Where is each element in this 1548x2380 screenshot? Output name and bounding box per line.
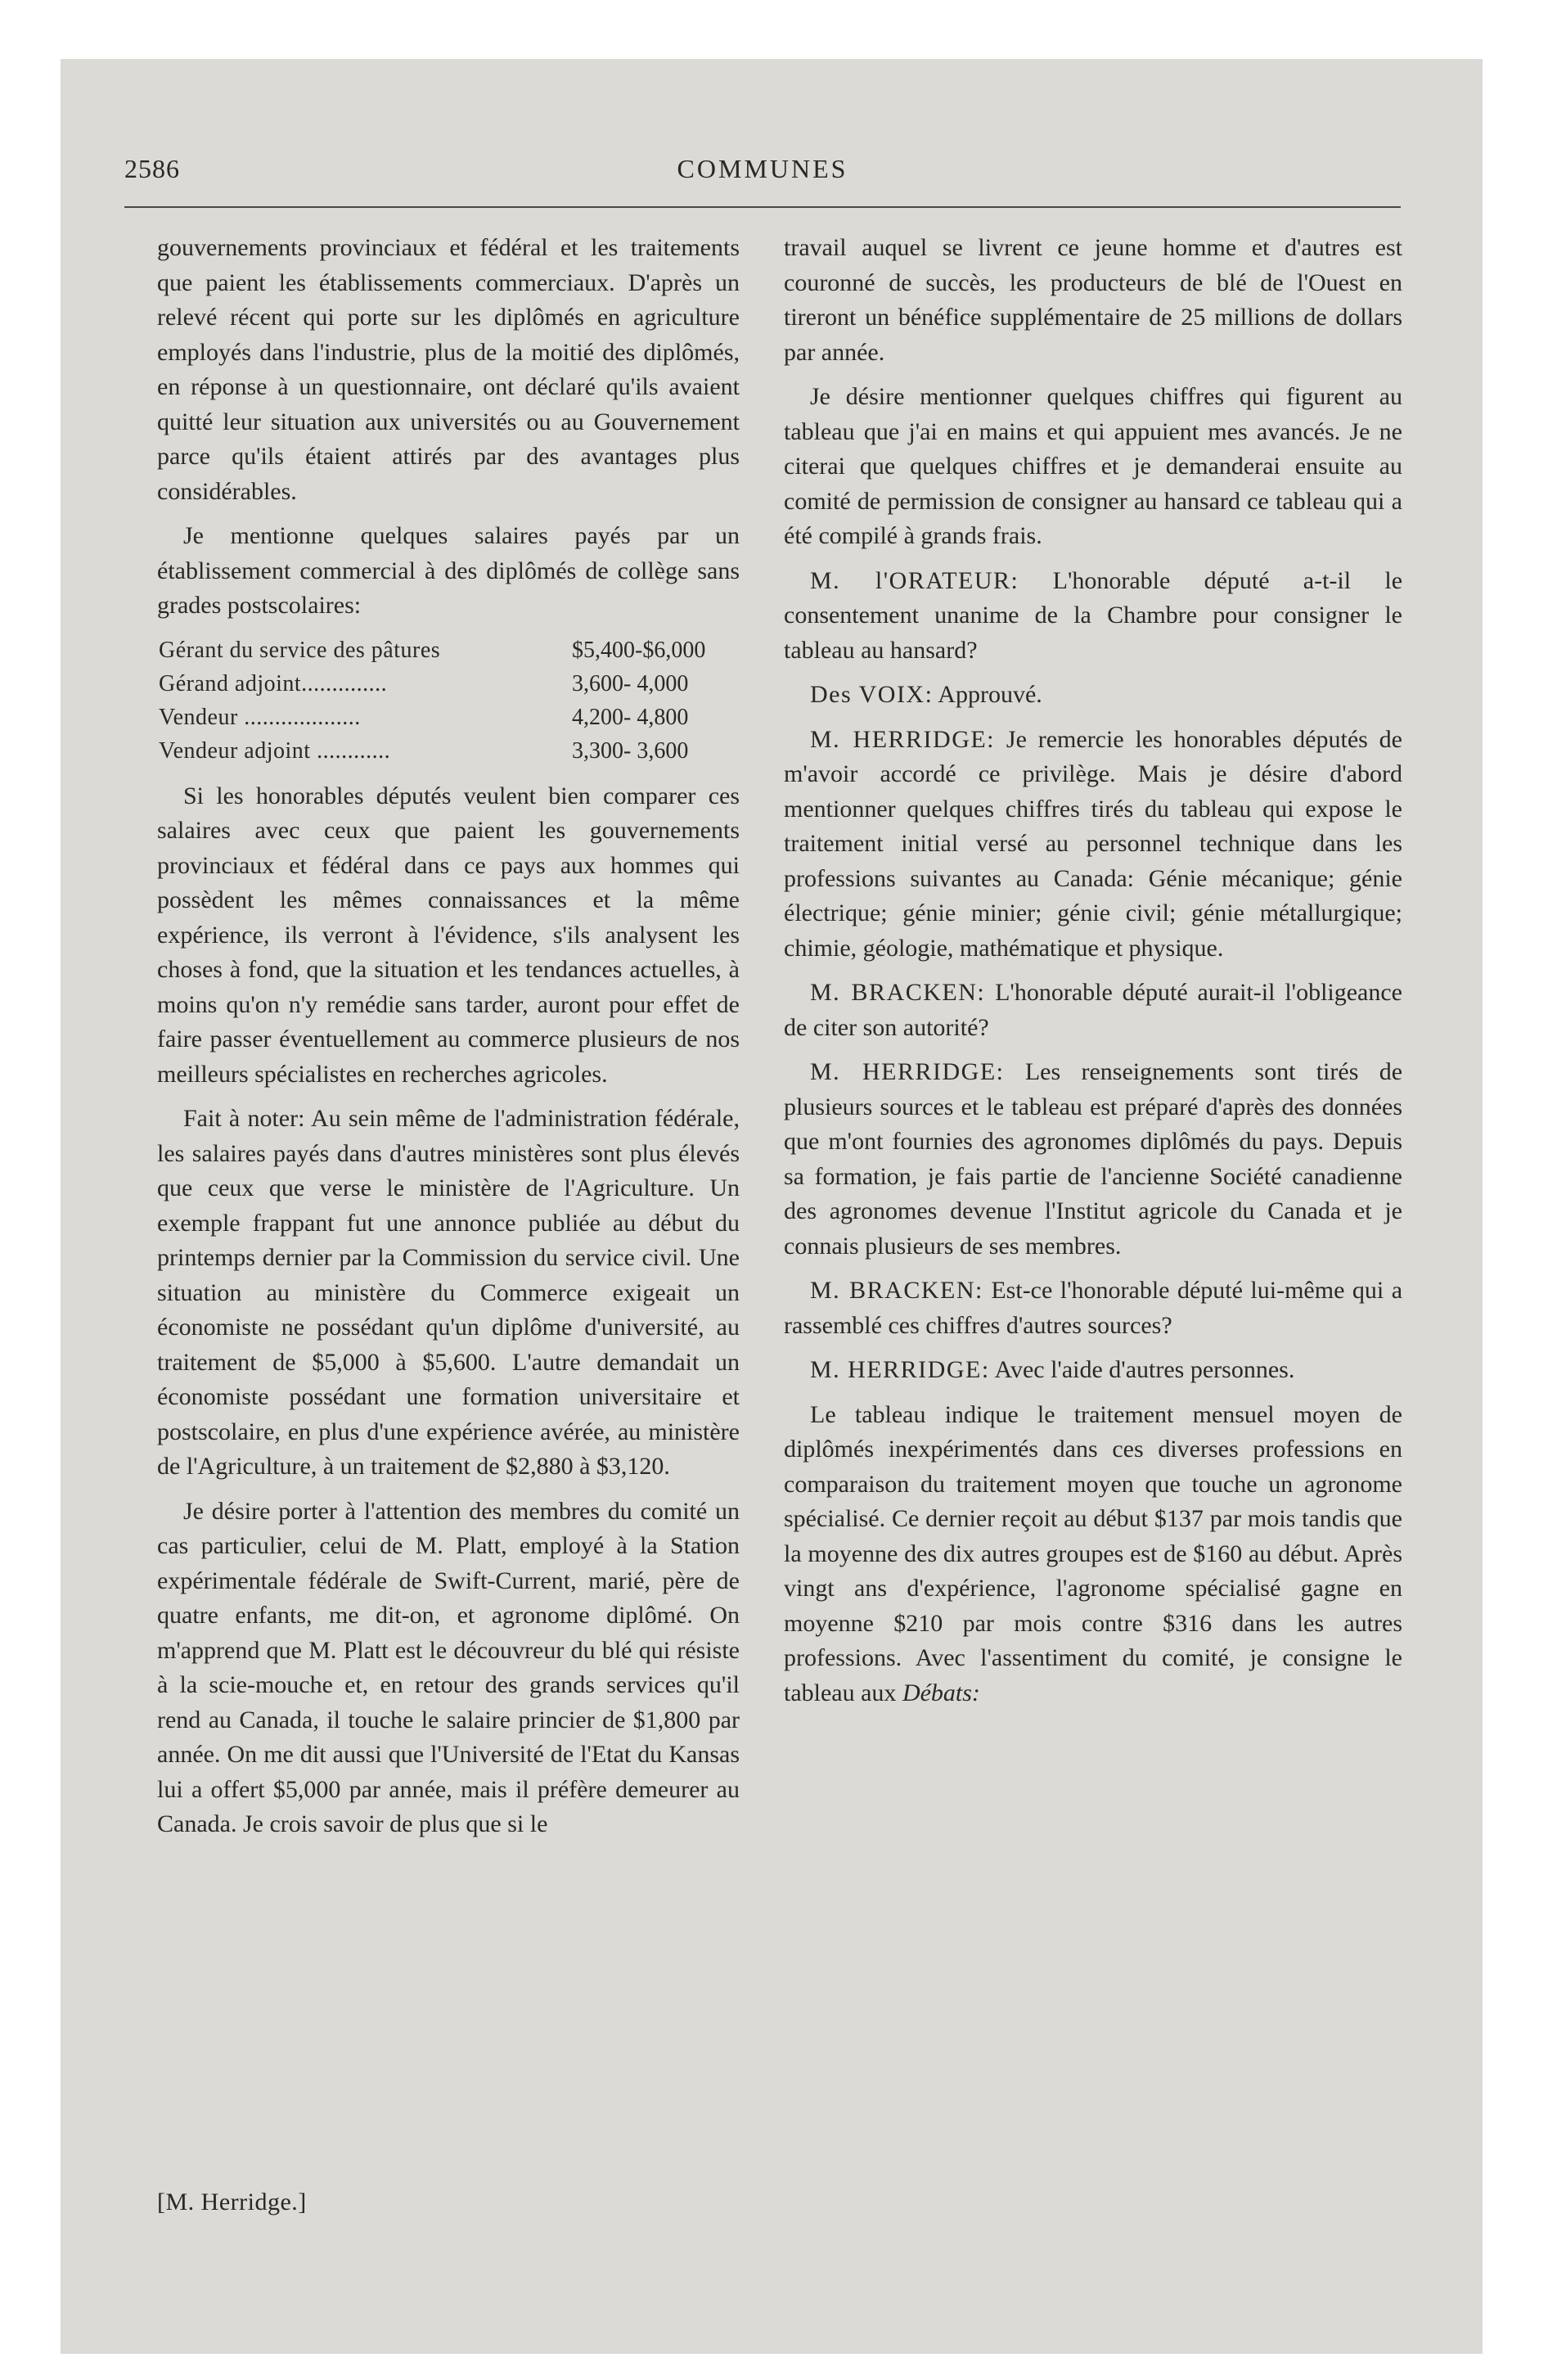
salary-table [157,633,740,768]
speech-text: Est-ce l'honorable député lui-même qui a rassemblé ces chiffres d'autres sources? [784,1277,1403,1339]
speech [784,1055,1402,1264]
running-head [124,152,1401,193]
salary-title: Gérand adjoint.............. [159,670,388,696]
left-column [157,231,740,1852]
speech [784,723,1402,967]
speaker-name: M. HERRIDGE: [810,1356,990,1383]
paragraph: Je désire mentionner quelques chiffres qui figurent au tableau que j'ai en mains et qui appuient mes avancés. Je ne citerai que quelques chiffres et je demanderai ensuite au comité de permission de consigner au hansard ce tableau qui a été compilé à grands frais. [784,383,1402,549]
paragraph: Je mentionne quelques salaires payés par un établissement commercial à des diplômés de collège sans grades postscolaires: [157,522,740,619]
speaker-name: Des VOIX: [810,681,934,708]
speaker-name: M. HERRIDGE: [810,725,996,753]
speech [784,1273,1402,1343]
italic-word: Débats: [902,1679,980,1706]
speaker-name: M. BRACKEN: [810,1277,983,1304]
paragraph [784,1398,1402,1711]
speech-text: L'honorable député aurait-il l'obligeance de citer son autorité? [784,979,1403,1041]
salary-row [157,667,740,701]
paragraph: Je désire porter à l'attention des membres du comité un cas particulier, celui de M. Platt, employé à la Station expérimentale fédérale de Swift-Current, marié, père de quatre enfants, me dit-on, et agronome diplômé. On m'apprend que M. Platt est le découvreur du blé qui résiste à la scie-mouche et, en retour des grands services qu'il rend au Canada, il touche le salaire princier de $1,800 par année. On me dit aussi que l'Université de l'Etat du Kansas lui a offert $5,000 par année, mais il préfère demeurer au Canada. Je crois savoir de plus que si le [157,1497,740,1837]
speech-text: Les renseignements sont tirés de plusieurs sources et le tableau est préparé d'après des données que m'ont fournies des agronomes diplômés du pays. Depuis sa formation, je fais partie de l'ancienne Société canadienne des agronomes devenue l'Institut agricole du Canada et je connais plusieurs de ses membres. [784,1058,1403,1260]
right-column [784,231,1402,1720]
salary-row [157,633,740,667]
speech [784,678,1402,713]
salary-row [157,734,740,768]
running-title: COMMUNES [677,154,848,183]
paragraph-text: Le tableau indique le traitement mensuel moyen de diplômés inexpérimentés dans ces diverses professions en comparaison du traitement moyen que touche un agronome spécialisé. Ce dernier reçoit au début $137 par mois tandis que la moyenne des dix autres groupes est de $160 au début. Après vingt ans d'expérience, l'agronome spécialisé gagne en moyenne $210 par mois contre $316 dans les autres professions. Avec l'assentiment du comité, je consigne le tableau aux [784,1400,1402,1706]
speech-text: Je remercie les honorables députés de m'avoir accordé ce privilège. Mais je désire d'abord mentionner quelques chiffres tirés du tableau qui expose le traitement initial versé au personnel technique dans les professions suivantes au Canada: Génie mécanique; génie électrique; génie minier; génie civil; génie métallurgique; chimie, géologie, mathématique et physique. [784,725,1402,962]
speech [784,1353,1402,1388]
paragraph: gouvernements provinciaux et fédéral et les traitements que paient les établissements commerciaux. D'après un relevé récent qui porte sur les diplômés en agriculture employés dans l'industrie, plus de la moitié des diplômés, en réponse à un questionnaire, ont déclaré qu'ils avaient quitté leur situation aux universités ou au Gouvernement parce qu'ils étaient attirés par des avantages plus considérables. [157,234,740,505]
speech [784,976,1402,1045]
salary-range: $5,400-$6,000 [572,637,706,663]
speech-text: L'honorable député a-t-il le consentement unanime de la Chambre pour consigner le tableau au hansard? [784,566,1403,664]
paragraph: Si les honorables députés veulent bien comparer ces salaires avec ceux que paient les gouvernements provinciaux et fédéral dans ce pays aux hommes qui possèdent les mêmes connaissances et la même expérience, ils verront à l'évidence, s'ils analysent les choses à fond, que la situation et les tendances actuelles, à moins qu'on n'y remédie sans tarder, auront pour effet de faire passer éventuellement au commerce plusieurs de nos meilleurs spécialistes en recherches agricoles. [157,782,740,1088]
speaker-name: M. HERRIDGE: [810,1058,1005,1085]
salary-range: 3,300- 3,600 [572,737,689,764]
salary-range: 4,200- 4,800 [572,704,689,730]
speech [784,564,1402,669]
salary-title: Vendeur ................... [159,704,361,730]
salary-range: 3,600- 4,000 [572,670,689,696]
speech-text: Avec l'aide d'autres personnes. [994,1356,1295,1383]
header-rule [124,206,1401,208]
salary-row [157,701,740,734]
speaker-name: M. BRACKEN: [810,979,986,1006]
speaker-name: M. l'ORATEUR: [810,566,1019,594]
paragraph: Fait à noter: Au sein même de l'administration fédérale, les salaires payés dans d'autres ministères sont plus élevés que ceux que verse le ministère de l'Agriculture. Un exemple frappant fut une annonce publiée au début du printemps dernier par la Commission du service civil. Une situation au ministère du Commerce exigeait un économiste ne possédant qu'un diplôme d'université, au traitement de $5,000 à $5,600. L'autre demandait un économiste possédant une formation universitaire et postscolaire, en plus d'une expérience avérée, au ministère de l'Agriculture, à un traitement de $2,880 à $3,120. [157,1105,740,1480]
speech-text: Approuvé. [938,681,1042,708]
page-number: 2586 [124,154,180,183]
salary-title: Gérant du service des pâtures [159,637,441,663]
paragraph: travail auquel se livrent ce jeune homme et d'autres est couronné de succès, les producteurs de blé de l'Ouest en tireront un bénéfice supplémentaire de 25 millions de dollars par année. [784,234,1402,366]
salary-title: Vendeur adjoint ............ [159,737,391,764]
speaker-footer-note: [M. Herridge.] [157,2188,307,2215]
